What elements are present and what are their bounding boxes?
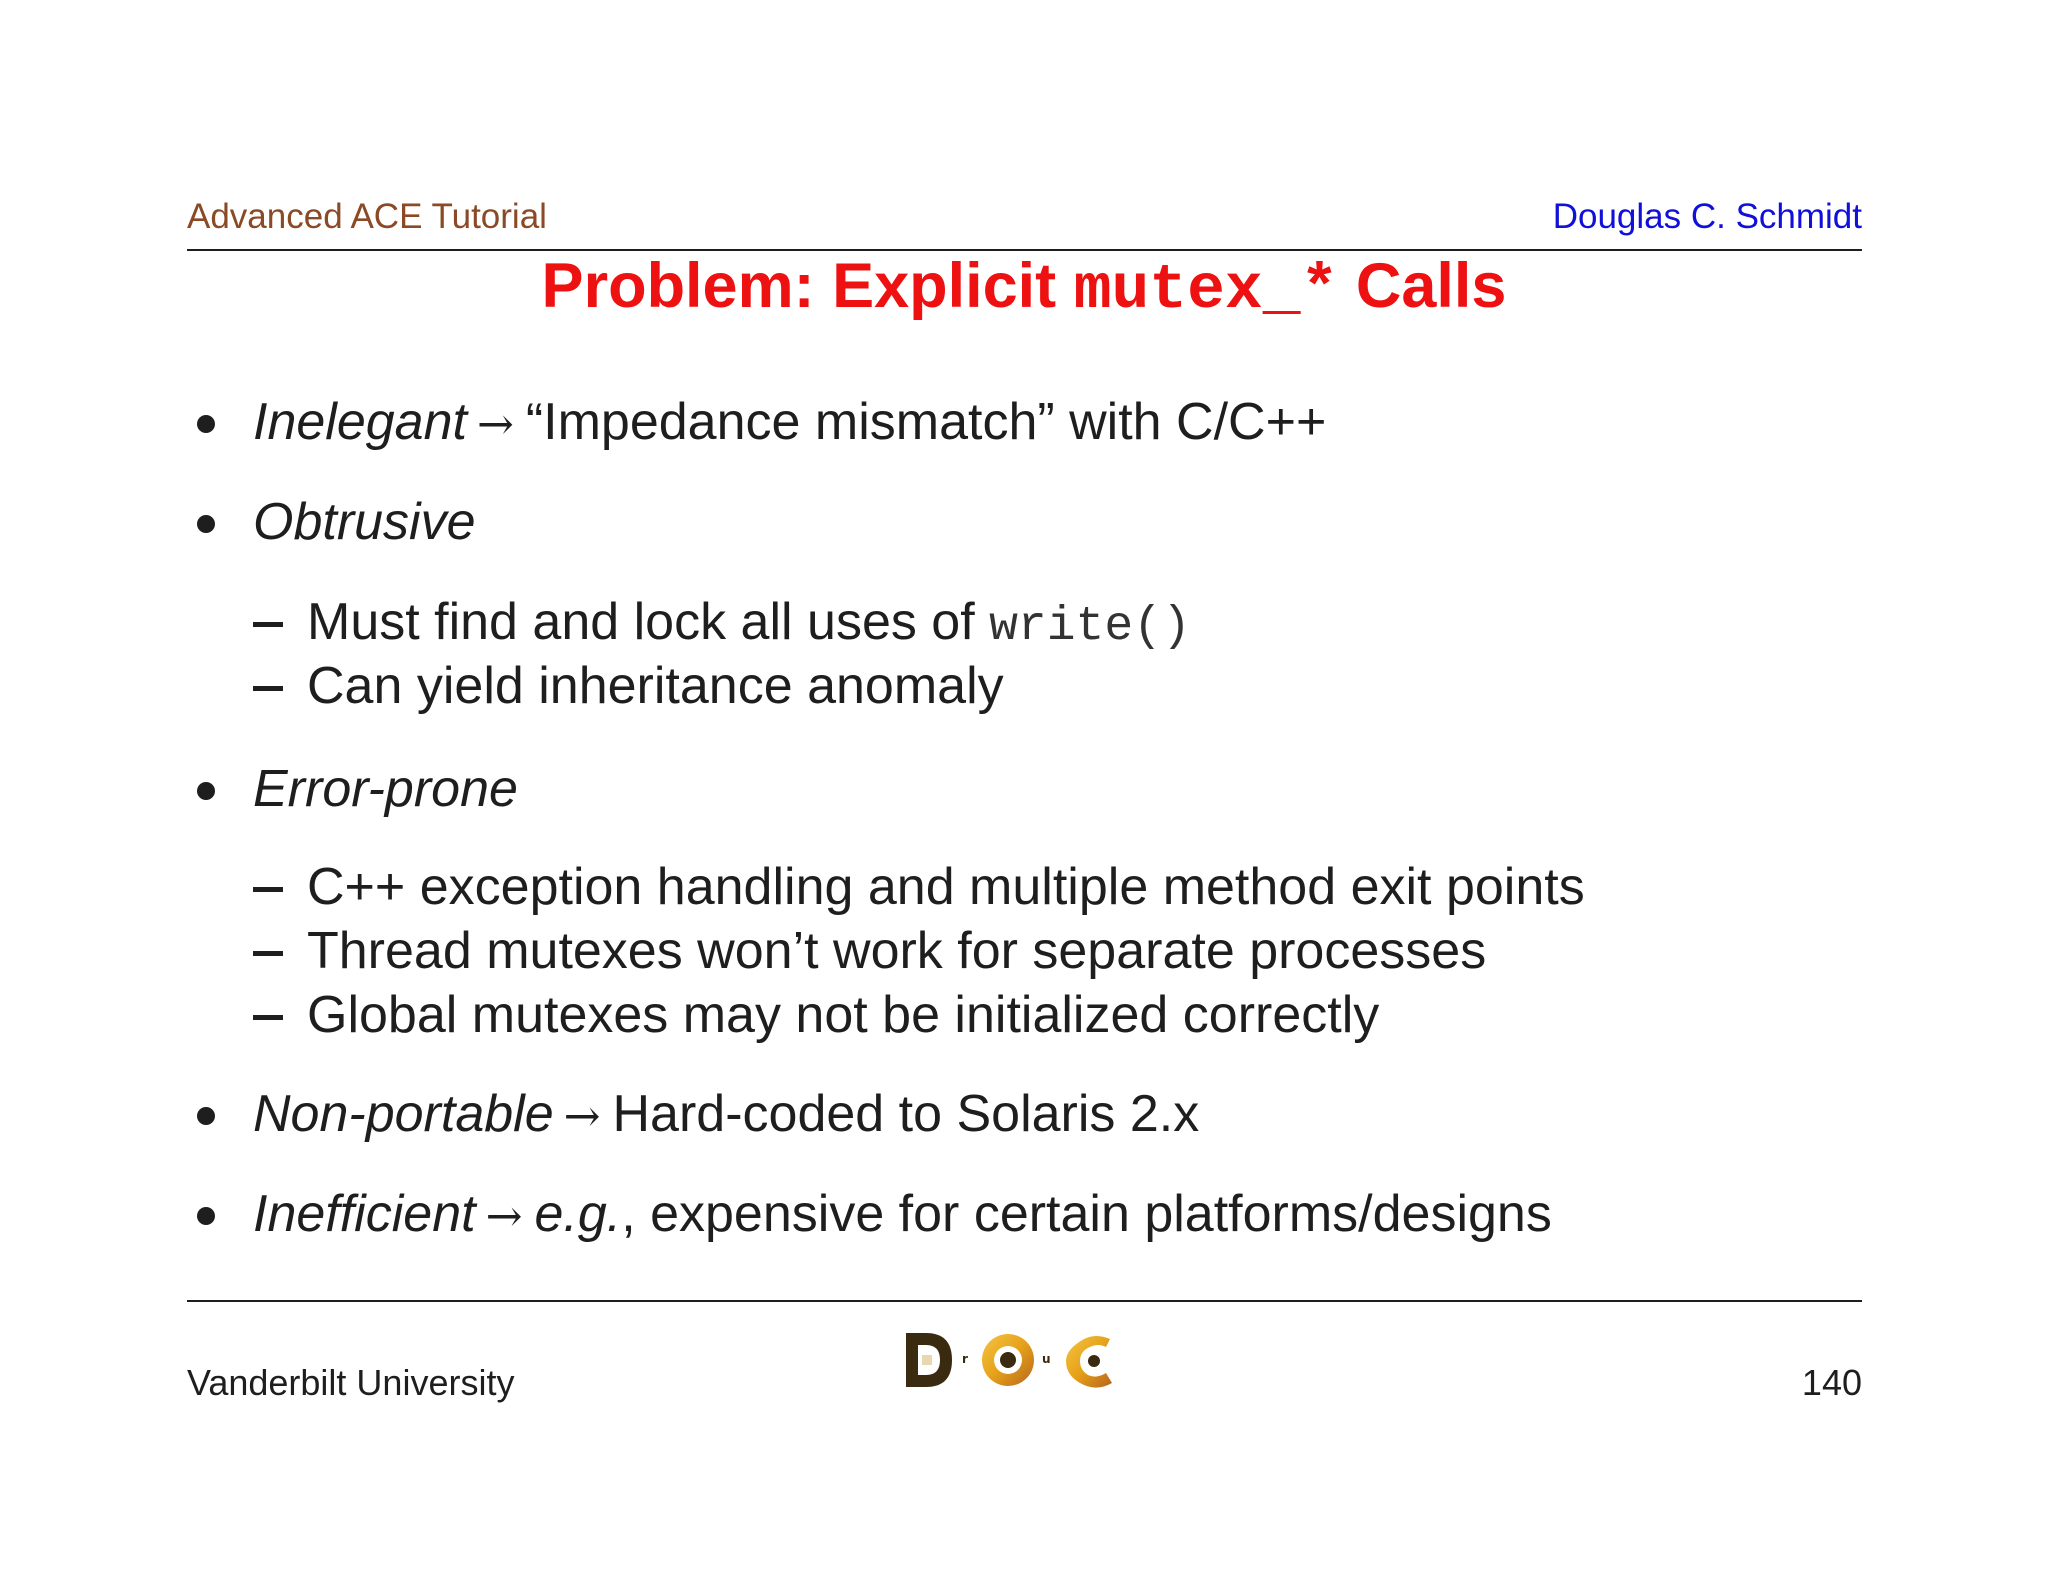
sub-item xyxy=(307,985,1379,1045)
sub-item-text: C++ exception handling and multiple method exit points xyxy=(307,858,1585,916)
footer-institution: Vanderbilt University xyxy=(187,1362,515,1403)
sub-item-text: Must find and lock all uses of xyxy=(307,593,975,651)
arrow-icon: → xyxy=(476,399,514,450)
bullet-item xyxy=(253,759,518,819)
sub-item-text: Can yield inheritance anomaly xyxy=(307,657,1004,715)
bullet-term: Obtrusive xyxy=(253,493,476,551)
header-author: Douglas C. Schmidt xyxy=(1552,197,1862,236)
sub-item-text: Thread mutexes won’t work for separate processes xyxy=(307,922,1487,980)
dash-marker xyxy=(253,1015,283,1020)
sub-item xyxy=(307,656,1004,716)
dash-marker xyxy=(253,951,283,956)
header-course-title: Advanced ACE Tutorial xyxy=(187,197,547,236)
dash-marker xyxy=(253,622,283,627)
bullet-item xyxy=(253,392,1326,455)
bullet-term: Error-prone xyxy=(253,760,518,818)
sub-item xyxy=(307,921,1486,981)
bullet-item xyxy=(253,492,476,552)
bullet-item xyxy=(253,1184,1552,1247)
title-suffix: Calls xyxy=(1355,251,1507,321)
bullet-term: Inelegant xyxy=(253,393,467,451)
bullet-item xyxy=(253,1084,1199,1147)
title-code: mutex_* xyxy=(1073,255,1339,326)
sub-item-text: Global mutexes may not be initialized correctly xyxy=(307,986,1380,1044)
svg-text:u: u xyxy=(1042,1352,1051,1366)
page-number: 140 xyxy=(1801,1362,1862,1403)
bullet-term: Inefficient xyxy=(253,1185,476,1243)
bullet-dot xyxy=(197,515,215,533)
footer-rule xyxy=(187,1300,1862,1302)
bullet-text: “Impedance mismatch” with C/C++ xyxy=(525,393,1327,451)
bullet-dot xyxy=(197,1107,215,1125)
bullet-text: , expensive for certain platforms/designs xyxy=(621,1185,1552,1243)
bullet-dot xyxy=(197,782,215,800)
slide-title xyxy=(0,250,2048,326)
sub-item-code: write() xyxy=(989,600,1191,654)
bullet-text-italic: e.g. xyxy=(534,1185,622,1243)
bullet-dot xyxy=(197,1207,215,1225)
bullet-text: Hard-coded to Solaris 2.x xyxy=(612,1085,1200,1143)
arrow-icon: → xyxy=(563,1091,601,1142)
dash-marker xyxy=(253,686,283,691)
arrow-icon: → xyxy=(485,1191,523,1242)
sub-item xyxy=(307,592,1191,657)
title-prefix: Problem: Explicit xyxy=(541,251,1057,321)
sub-item xyxy=(307,857,1585,917)
doc-group-logo xyxy=(900,1325,1150,1395)
bullet-dot xyxy=(197,415,215,433)
dash-marker xyxy=(253,887,283,892)
svg-text:r: r xyxy=(962,1352,968,1366)
bullet-term: Non-portable xyxy=(253,1085,554,1143)
